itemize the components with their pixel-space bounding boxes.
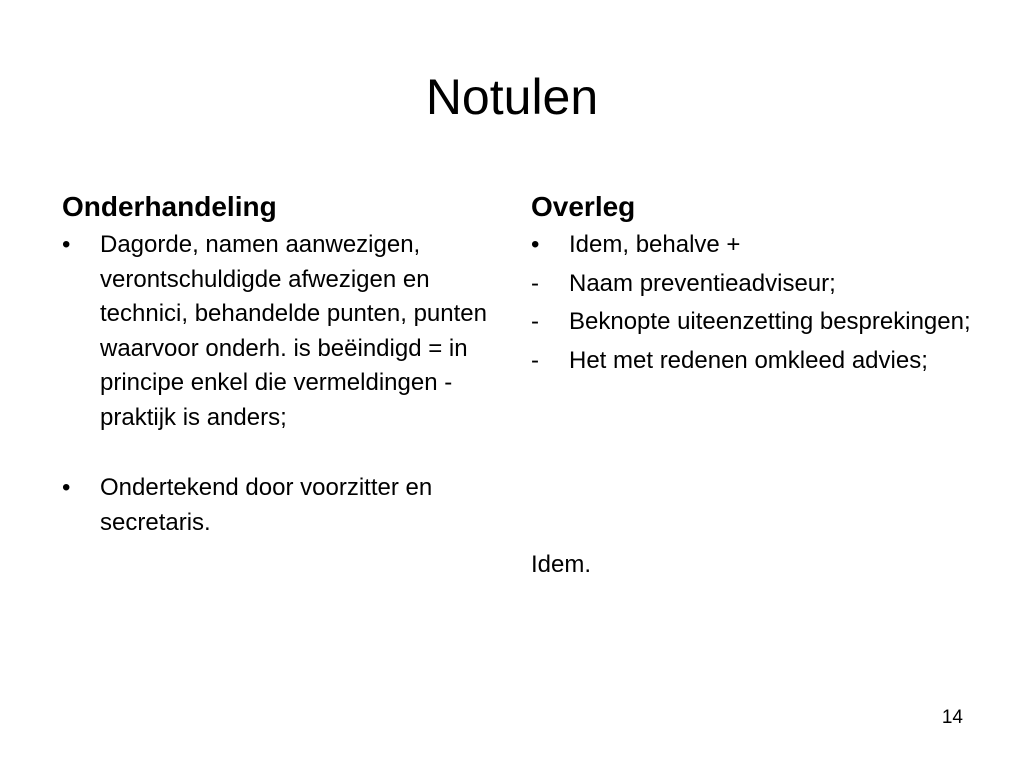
list-item-text: Naam preventieadviseur;: [569, 269, 836, 297]
list-item: [62, 471, 502, 540]
closing-text: Idem.: [531, 551, 592, 578]
dash-marker: -: [531, 346, 539, 374]
list-item: [62, 228, 502, 435]
dash-marker: -: [531, 308, 539, 335]
list-item: [531, 228, 971, 263]
list-item-text: Dagorde, namen aanwezigen, verontschuldigde afwezigen en technici, behandelde punten, punten waarvoor onderh. is beëindigd = in principe enkel die vermeldingen -praktijk is anders;: [100, 231, 487, 431]
list-item-text: Het met redenen omkleed advies;: [569, 346, 928, 374]
list-item-text: Beknopte uiteenzetting besprekingen;: [569, 308, 971, 335]
right-column-heading: Overleg: [531, 191, 636, 222]
left-column-heading: Onderhandeling: [62, 191, 277, 222]
list-item: [531, 305, 971, 340]
list-item: [531, 344, 971, 379]
page-number: 14: [941, 707, 963, 728]
list-item-text: Idem, behalve +: [569, 231, 741, 258]
right-column: [531, 188, 971, 378]
left-column: [62, 188, 502, 540]
bullet-marker: •: [62, 231, 71, 258]
list-item-text: Ondertekend door voorzitter en secretaris.: [100, 474, 433, 536]
slide-title: Notulen: [425, 69, 599, 125]
dash-marker: -: [531, 269, 539, 297]
bullet-marker: •: [531, 231, 540, 258]
bullet-marker: •: [62, 474, 71, 501]
list-item: [531, 267, 971, 302]
